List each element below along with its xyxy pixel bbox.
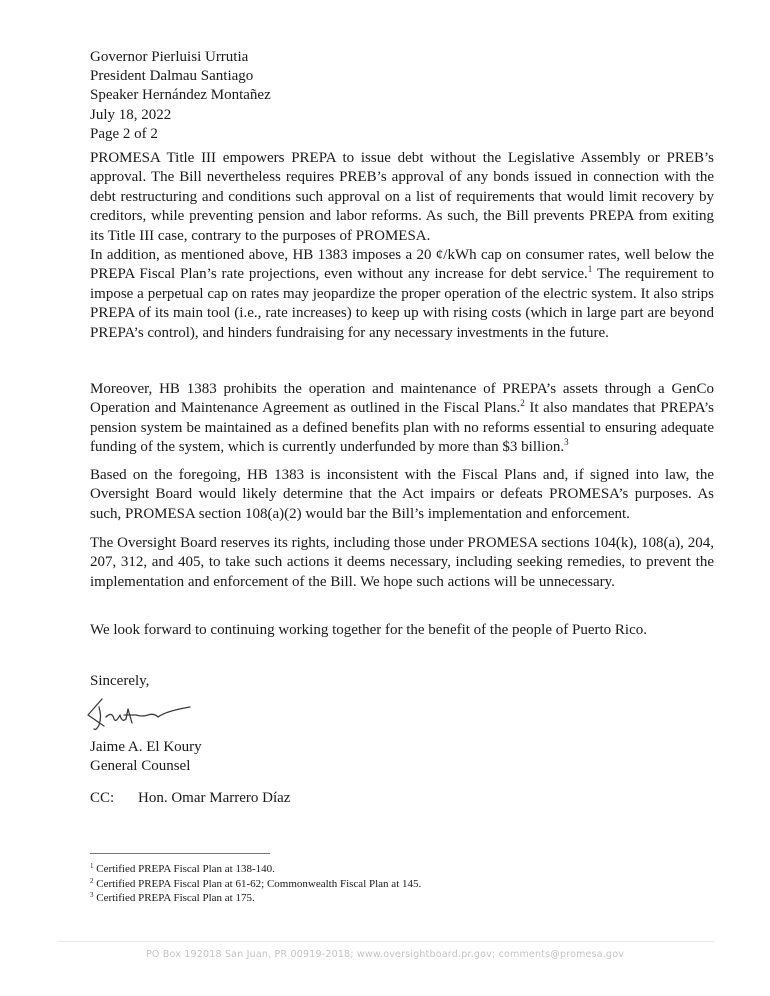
cc-label: CC: [90,790,115,806]
recipient-governor: Governor Pierluisi Urrutia [90,49,249,65]
footnote-divider [90,853,270,854]
footnote-2: $^2$ Certified PREPA Fiscal Plan at 61-62; Commonwealth Fiscal Plan at 145. [90,876,422,890]
recipient-president: President Dalmau Santiago [90,68,254,85]
page-number: Page 2 of 2 [90,125,158,142]
paragraph-rights: The Oversight Board reserves its rights, including those under PROMESA sections 104(k), 108(a), 204, 207, 312, and 405, to take such actions it deems necessary, including seeking remedies, to prevent the implementation and enforcement of the Bill. We hope such actions will be unnecessary. [90,535,714,590]
signer-name: Jaime A. El Koury [90,739,202,755]
footnote-3: $^3$ Certified PREPA Fiscal Plan at 175. [90,891,255,904]
salutation: Sincerely, [90,673,150,689]
footer-divider [58,941,714,942]
cc-line [90,790,290,807]
letter-date: July 18, 2022 [90,106,172,123]
signer-title: General Counsel [90,758,191,775]
footnote-1: $^1$ Certified PREPA Fiscal Plan at 138-140. [90,862,275,875]
signer-block [90,738,202,776]
paragraph-closing: We look forward to continuing working together for the benefit of the people of Puerto Rico. [90,622,647,638]
paragraph-title-iii: PROMESA Title III empowers PREPA to issue debt without the Legislative Assembly or PREB’s approval. The Bill nevertheless requires PREB’s approval of any bonds issued in connection with the debt restructuring and conditions such approval on a list of requirements that would limit recovery by creditors, while preventing pension and labor reforms. As such, the Bill prevents PREPA from exiting its Title III case, contrary to the purposes of PROMESA. [90,150,714,244]
recipient-speaker: Speaker Hernández Montañez [90,87,271,104]
footnote-ref-3: 3 [564,437,569,448]
signature-icon [82,693,202,737]
paragraph-inconsistent: Based on the foregoing, HB 1383 is inconsistent with the Fiscal Plans and, if signed into law, the Oversight Board would likely determine that the Act impairs or defeats PROMESA’s purposes. As such, PROMESA section 108(a)(2) would bar the Bill’s implementation and enforcement. [90,467,714,522]
cc-recipient: Hon. Omar Marrero Díaz [138,790,291,806]
footnotes [90,862,421,906]
letter-header [90,48,271,144]
paragraph-rate-cap: In addition, as mentioned above, HB 1383 imposes a 20 ¢/kWh cap on consumer rates, well below the PREPA Fiscal Plan’s rate projections, even without any increase for debt service.$^1$ The requirement to impose a perpetual cap on rates may jeopardize the proper operation of the electric system. It also strips PREPA of its main tool (i.e., rate increases) to keep up with rising costs (which in large part are beyond PREPA’s control), and hinders fundraising for any necessary investments in the future. [90,247,714,341]
footnote-ref-1: 1 [587,264,593,275]
paragraph-genco: Moreover, HB 1383 prohibits the operation and maintenance of PREPA’s assets through a GenCo Operation and Maintenance Agreement as outlined in the Fiscal Plans.$^2$ It also mandates that PREPA’s pension system be maintained as a defined benefits plan with no reforms essential to ensuring adequate funding of the system, which is currently underfunded by more than $3 billion.$^3$ [90,381,714,456]
footnote-ref-2: 2 [520,398,525,409]
footer-contact: PO Box 192018 San Juan, PR 00919-2018; www.oversightboard.pr.gov; comments@promesa.gov [145,949,625,960]
